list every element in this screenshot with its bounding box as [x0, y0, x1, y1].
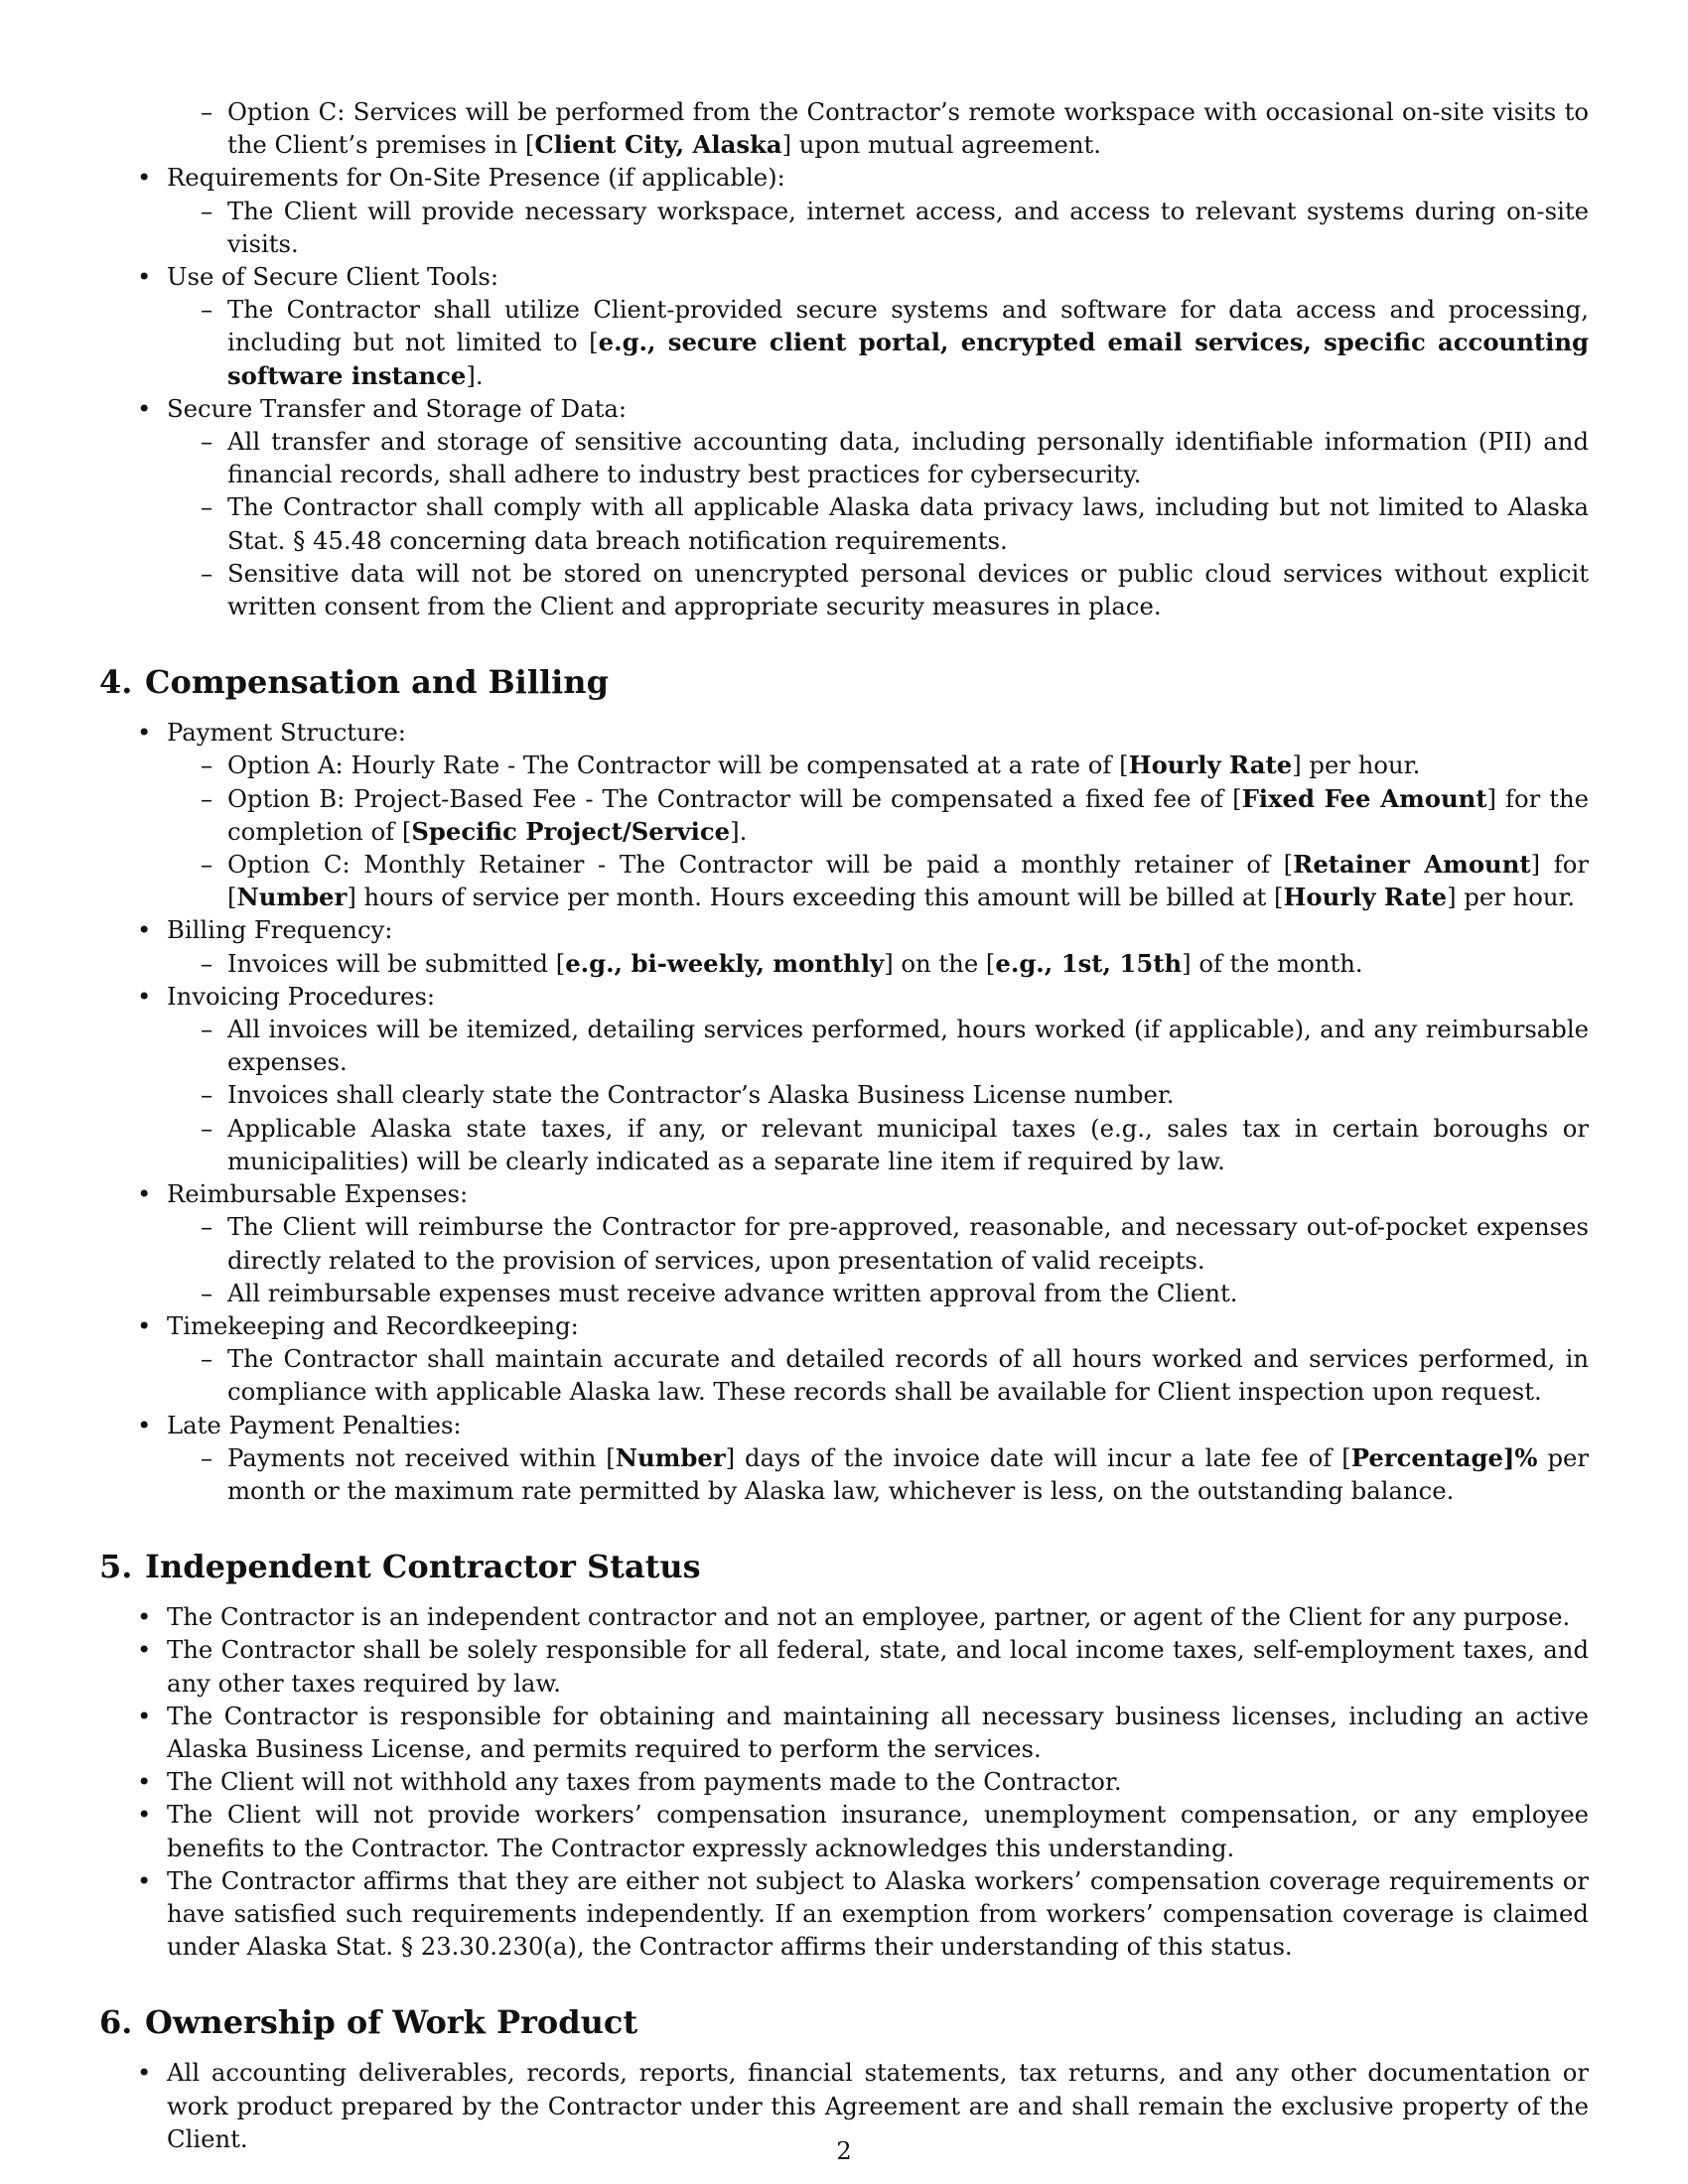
- dash-marker: –: [201, 1278, 213, 1307]
- bullet-marker: •: [137, 2058, 152, 2088]
- sub-item: [167, 1112, 1589, 1177]
- dash-marker: –: [201, 295, 213, 325]
- text-run: ] for the completion of [: [227, 783, 1589, 846]
- text-run: The Client will provide necessary workspace, internet access, and access to relevant systems during on-site visits.: [227, 196, 1589, 258]
- text-run: Applicable Alaska state taxes, if any, or relevant municipal taxes (e.g., sales tax in certain boroughs or municipalities) will be clearly indicated as a separate line item if required by law.: [227, 1113, 1589, 1175]
- dash-marker: –: [201, 783, 213, 813]
- bullet-item: [99, 260, 1589, 392]
- sub-item: [167, 1441, 1589, 1507]
- bullet-text: Timekeeping and Recordkeeping:: [167, 1310, 579, 1340]
- bullet-text: Requirements for On-Site Presence (if applicable):: [167, 163, 785, 193]
- sub-item: [167, 947, 1589, 980]
- sub-item: [167, 1210, 1589, 1276]
- section-4-list: [99, 716, 1589, 1507]
- bullet-text: The Contractor is an independent contractor and not an employee, partner, or agent of the Client for any purpose.: [167, 1602, 1571, 1632]
- text-run: The Contractor shall maintain accurate and detailed records of all hours worked and services performed, in compliance with applicable Alaska law. These records shall be available for Client inspection upon request.: [227, 1344, 1589, 1407]
- placeholder-field: ]%: [1502, 1442, 1538, 1472]
- placeholder-field: Number: [236, 883, 348, 912]
- bullet-text: Payment Structure:: [167, 718, 406, 748]
- placeholder-field: Hourly Rate: [1283, 883, 1448, 912]
- text-run: ] days of the invoice date will incur a late fee of [: [725, 1442, 1351, 1472]
- text-run: Option C: Services will be performed from the Contractor’s remote workspace with occasional on-site visits to the Client’s premises in: [227, 97, 1589, 160]
- section-6-heading: [99, 2002, 1589, 2042]
- sub-list: [167, 95, 1589, 161]
- bullet-marker: •: [137, 718, 152, 748]
- bullet-item: [99, 1864, 1589, 1964]
- dash-marker: –: [201, 1212, 213, 1242]
- placeholder-field: Retainer Amount: [1293, 850, 1531, 880]
- bullet-item: [99, 1600, 1589, 1633]
- text-run: ] of the month.: [1182, 948, 1363, 978]
- bullet-text: The Client will not withhold any taxes from payments made to the Contractor.: [167, 1767, 1122, 1797]
- text-run: Sensitive data will not be stored on unencrypted personal devices or public cloud services without explicit written consent from the Client and appropriate security measures in place.: [227, 558, 1589, 621]
- text-run: ] per hour.: [1292, 751, 1421, 780]
- sub-list: [167, 195, 1589, 260]
- sub-list: [167, 947, 1589, 980]
- bullet-marker: •: [137, 163, 152, 193]
- dash-marker: –: [201, 558, 213, 588]
- placeholder-field: Number: [615, 1442, 726, 1472]
- placeholder-field: e.g., 1st, 15th: [995, 948, 1183, 978]
- section-number: 5.: [99, 1548, 133, 1586]
- sub-item: [167, 749, 1589, 781]
- section-title: Ownership of Work Product: [145, 2003, 638, 2042]
- placeholder-field: Hourly Rate: [1128, 751, 1293, 780]
- bullet-item: [99, 1409, 1589, 1508]
- placeholder-field: e.g., bi-weekly, monthly: [565, 948, 885, 978]
- bullet-item: [99, 95, 1589, 161]
- bullet-item: [99, 1177, 1589, 1309]
- bullet-item: [99, 1765, 1589, 1798]
- dash-marker: –: [201, 1015, 213, 1044]
- bullet-item: [99, 1700, 1589, 1765]
- bullet-item: [99, 161, 1589, 260]
- bullet-marker: •: [137, 1602, 152, 1632]
- page-number: 2: [836, 2136, 852, 2165]
- text-run: per month or the maximum rate permitted by Alaska law, whichever is less, on the outstanding balance.: [227, 1442, 1589, 1505]
- section-number: 4.: [99, 663, 133, 702]
- bullet-item: [99, 1633, 1589, 1699]
- section-number: 6.: [99, 2003, 133, 2042]
- bullet-text: The Contractor is responsible for obtaining and maintaining all necessary business licenses, including an active Alaska Business License, and permits required to perform the services.: [167, 1701, 1589, 1763]
- placeholder-field: e.g., secure client portal, encrypted email services, specific accounting software instance: [227, 328, 1589, 390]
- bullet-marker: •: [137, 1635, 152, 1665]
- text-run: Invoices shall clearly state the Contractor’s Alaska Business License number.: [227, 1080, 1175, 1110]
- sub-item: [167, 1342, 1589, 1408]
- text-run: Option B: Project-Based Fee - The Contractor will be compensated a fixed fee of [: [227, 783, 1242, 813]
- bullet-text: Invoicing Procedures:: [167, 981, 436, 1011]
- text-run: The Contractor shall comply with all applicable Alaska data privacy laws, including but not limited to Alaska Stat. § 45.48 concerning data breach notification requirements.: [227, 492, 1589, 555]
- bullet-marker: •: [137, 1767, 152, 1797]
- text-run: Payments not received within [: [227, 1442, 616, 1472]
- sub-list: [167, 1441, 1589, 1507]
- bullet-marker: •: [137, 1310, 152, 1340]
- sub-list: [167, 749, 1589, 913]
- section-5-heading: [99, 1547, 1589, 1586]
- sub-item: [167, 1013, 1589, 1078]
- text-run: ] on the [: [884, 948, 996, 978]
- bullet-text: Reimbursable Expenses:: [167, 1179, 469, 1209]
- dash-marker: –: [201, 1344, 213, 1374]
- sub-item: [167, 1078, 1589, 1111]
- dash-marker: –: [201, 196, 213, 225]
- sub-list: [167, 1342, 1589, 1408]
- text-run: ] upon mutual agreement.: [781, 130, 1102, 160]
- dash-marker: –: [201, 427, 213, 457]
- bullet-text: The Client will not provide workers’ compensation insurance, unemployment compensation, or any employee benefits to the Contractor. The Contractor expressly acknowledges this understanding.: [167, 1800, 1589, 1862]
- section-3-continued-list: [99, 95, 1589, 622]
- text-run: All invoices will be itemized, detailing services performed, hours worked (if applicable), and any reimbursable expenses.: [227, 1015, 1589, 1077]
- placeholder-field: Client City, Alaska: [534, 130, 782, 160]
- bullet-text: All accounting deliverables, records, reports, financial statements, tax returns, and any other documentation or work product prepared by the Contractor under this Agreement are and shall remain the exclusive property of the Client.: [167, 2058, 1589, 2153]
- bullet-marker: •: [137, 1865, 152, 1895]
- text-run: ].: [466, 360, 484, 390]
- dash-marker: –: [201, 1080, 213, 1110]
- dash-marker: –: [201, 850, 213, 880]
- bullet-text: Billing Frequency:: [167, 915, 393, 945]
- placeholder-field: Specific Project/Service: [411, 816, 731, 846]
- sub-item: [167, 782, 1589, 848]
- bullet-item: [99, 716, 1589, 913]
- bullet-marker: •: [137, 1800, 152, 1830]
- bullet-marker: •: [137, 981, 152, 1011]
- bullet-item: [99, 980, 1589, 1177]
- text-run: Option C: Monthly Retainer - The Contractor will be paid a monthly retainer of [: [227, 850, 1294, 880]
- sub-item: [167, 95, 1589, 161]
- sub-item: [167, 425, 1589, 490]
- sub-list: [167, 1210, 1589, 1309]
- sub-item: [167, 195, 1589, 260]
- text-run: ] per hour.: [1447, 883, 1576, 912]
- sub-list: [167, 1013, 1589, 1177]
- section-5-list: [99, 1600, 1589, 1963]
- bullet-marker: •: [137, 393, 152, 423]
- text-run: All transfer and storage of sensitive accounting data, including personally identifiable information (PII) and financial records, shall adhere to industry best practices for cybersecurity.: [227, 427, 1589, 489]
- bullet-text: Use of Secure Client Tools:: [167, 262, 499, 292]
- sub-item: [167, 557, 1589, 622]
- dash-marker: –: [201, 1442, 213, 1472]
- bullet-item: [99, 392, 1589, 622]
- bullet-marker: •: [137, 1701, 152, 1730]
- text-run: ] hours of service per month. Hours exceeding this amount will be billed at [: [347, 883, 1284, 912]
- text-run: ] for [: [227, 850, 1589, 912]
- text-run: [: [524, 130, 535, 160]
- dash-marker: –: [201, 1113, 213, 1143]
- text-run: Option A: Hourly Rate - The Contractor will be compensated at a rate of [: [227, 751, 1129, 780]
- sub-item: [167, 1277, 1589, 1309]
- bullet-text: Late Payment Penalties:: [167, 1410, 462, 1439]
- bullet-text: The Contractor affirms that they are either not subject to Alaska workers’ compensation coverage requirements or have satisfied such requirements independently. If an exemption from workers’ compensation coverage is claimed under Alaska Stat. § 23.30.230(a), the Contractor affirms their understanding of this status.: [167, 1865, 1589, 1962]
- text-run: ].: [730, 816, 748, 846]
- bullet-text: The Contractor shall be solely responsible for all federal, state, and local income taxes, self-employment taxes, and any other taxes required by law.: [167, 1635, 1589, 1698]
- sub-item: [167, 293, 1589, 392]
- dash-marker: –: [201, 751, 213, 780]
- section-title: Compensation and Billing: [145, 663, 609, 702]
- bullet-marker: •: [137, 1410, 152, 1439]
- bullet-text: Secure Transfer and Storage of Data:: [167, 393, 628, 423]
- sub-list: [167, 293, 1589, 392]
- bullet-marker: •: [137, 1179, 152, 1209]
- bullet-marker: •: [137, 915, 152, 945]
- bullet-marker: •: [137, 262, 152, 292]
- text-run: The Contractor shall utilize Client-provided secure systems and software for data access and processing, including but not limited to [: [227, 295, 1589, 357]
- bullet-item: [99, 1798, 1589, 1863]
- sub-item: [167, 490, 1589, 556]
- text-run: All reimbursable expenses must receive advance written approval from the Client.: [227, 1278, 1238, 1307]
- sub-item: [167, 848, 1589, 913]
- placeholder-field: Percentage: [1350, 1442, 1503, 1472]
- dash-marker: –: [201, 948, 213, 978]
- sub-list: [167, 425, 1589, 622]
- dash-marker: –: [201, 492, 213, 522]
- dash-marker: –: [201, 97, 213, 126]
- bullet-item: [99, 1309, 1589, 1409]
- placeholder-field: Fixed Fee Amount: [1241, 783, 1487, 813]
- bullet-item: [99, 913, 1589, 979]
- section-4-heading: [99, 662, 1589, 702]
- text-run: The Client will reimburse the Contractor for pre-approved, reasonable, and necessary out-of-pocket expenses directly related to the provision of services, upon presentation of valid receipts.: [227, 1212, 1589, 1275]
- text-run: Invoices will be submitted [: [227, 948, 566, 978]
- section-title: Independent Contractor Status: [145, 1548, 701, 1586]
